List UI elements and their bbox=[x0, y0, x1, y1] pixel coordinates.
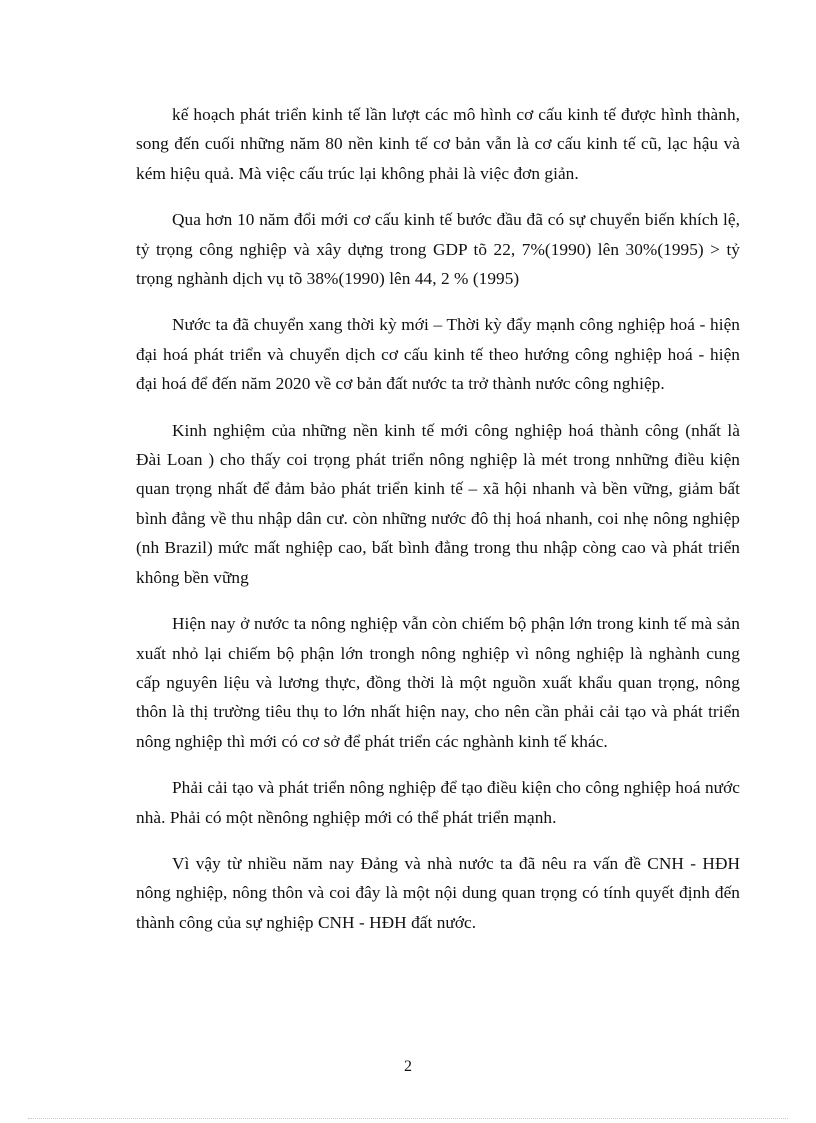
paragraph: Qua hơn 10 năm đổi mới cơ cấu kinh tế bước đầu đã có sự chuyển biến khích lệ, tỷ trọng công nghiệp và xây dựng trong GDP tõ 22, 7%(1990) lên 30%(1995) > tỷ trọng nghành dịch vụ tõ 38%(1990) lên 44, 2 % (1995) bbox=[136, 210, 740, 289]
paragraph: kế hoạch phát triển kinh tế lần lượt các mô hình cơ cấu kinh tế được hình thành, song đến cuối những năm 80 nền kinh tế cơ bản vẫn là cơ cấu kinh tế cũ, lạc hậu và kém hiệu quả. Mà việc cấu trúc lại không phải là việc đơn giản. bbox=[136, 105, 740, 183]
paragraph: Hiện nay ở nước ta nông nghiệp vẫn còn chiếm bộ phận lớn trong kinh tế mà sản xuất nhỏ lại chiếm bộ phận lớn trongh nông nghiệp vì nông nghiệp là nghành cung cấp nguyên liệu và lương thực, đồng thời là một nguồn xuất khẩu quan trọng, nông thôn là thị trường tiêu thụ to lớn nhất hiện nay, cho nên cần phải cải tạo và phát triển nông nghiệp thì mới có cơ sở để phát triển các nghành kinh tế khác. bbox=[136, 614, 740, 751]
body-text bbox=[136, 100, 740, 954]
paragraph: Phải cải tạo và phát triển nông nghiệp để tạo điều kiện cho công nghiệp hoá nước nhà. Phải có một nềnông nghiệp mới có thể phát triển mạnh. bbox=[136, 778, 740, 827]
page-bottom-border bbox=[28, 1118, 788, 1119]
paragraph: Vì vậy từ nhiều năm nay Đảng và nhà nước ta đã nêu ra vấn đề CNH - HĐH nông nghiệp, nông thôn và coi đây là một nội dung quan trọng có tính quyết định đến thành công của sự nghiệp CNH - HĐH đất nước. bbox=[136, 853, 740, 932]
paragraph: Nước ta đã chuyển xang thời kỳ mới – Thời kỳ đẩy mạnh công nghiệp hoá - hiện đại hoá phát triển và chuyển dịch cơ cấu kinh tế theo hướng công nghiệp hoá - hiện đại hoá để đến năm 2020 về cơ bản đất nước ta trở thành nước công nghiệp. bbox=[136, 315, 740, 394]
page-number: 2 bbox=[404, 1058, 412, 1075]
paragraph: Kinh nghiệm của những nền kinh tế mới công nghiệp hoá thành công (nhất là Đài Loan ) cho thấy coi trọng phát triển nông nghiệp là mét trong nnhững điều kiện quan trọng nhất để đảm bảo phát triển kinh tế – xã hội nhanh và bền vững, giảm bất bình đẳng về thu nhập dân cư. còn những nước đô thị hoá nhanh, coi nhẹ nông nghiệp (nh Brazil) mức mất nghiệp cao, bất bình đẳng trong thu nhập còng cao và phát triển không bền vững bbox=[136, 420, 740, 587]
